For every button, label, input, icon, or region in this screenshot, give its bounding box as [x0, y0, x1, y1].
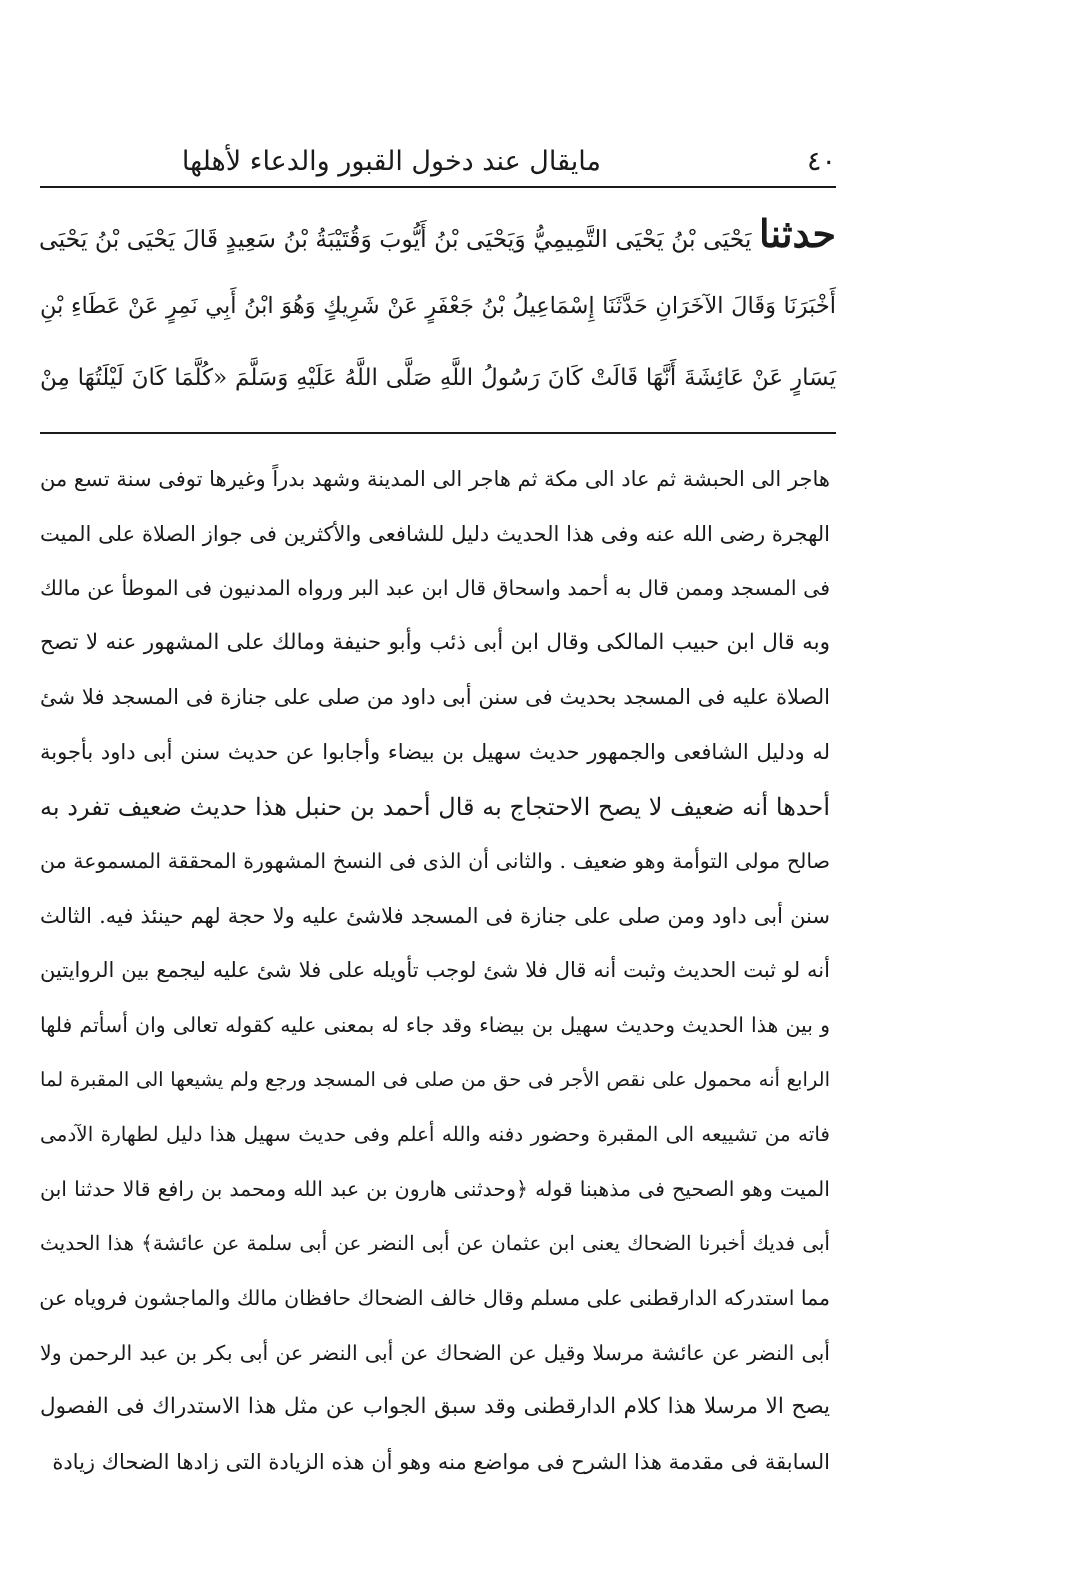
page-number: ٤٠ — [806, 146, 836, 177]
commentary-line: وبه قال ابن حبيب المالكى وقال ابن أبى ذئب وأبو حنيفة ومالك على المشهور عنه لا تصح — [40, 629, 830, 655]
commentary-line: أنه لو ثبت الحديث وثبت أنه قال فلا شئ لوجب تأويله على فلا شئ عليه ليجمع بين الروايتين — [40, 958, 830, 983]
commentary-line: الرابع أنه محمول على نقص الأجر فى حق من صلى فى المسجد ورجع ولم يشيعها الى المقبرة لما — [40, 1067, 830, 1091]
hadith-line-text: يَحْيَى بْنُ يَحْيَى التَّمِيمِيُّ وَيَحْيَى بْنُ أَيُّوبَ وَقُتَيْبَةُ بْنُ سَعِيدٍ قَالَ يَحْيَى بْنُ يَحْيَى — [38, 225, 752, 253]
hadith-line: يَسَارٍ عَنْ عَائِشَةَ أَنَّهَا قَالَتْ كَانَ رَسُولُ اللَّهِ صَلَّى اللَّهُ عَلَيْهِ وَسَلَّمَ «كُلَّمَا كَانَ لَيْلَتُهَا مِنْ — [40, 365, 836, 391]
commentary-line: أحدها أنه ضعيف لا يصح الاحتجاج به قال أحمد بن حنبل هذا حديث ضعيف تفرد به — [40, 792, 830, 821]
commentary-line: مما استدركه الدارقطنى على مسلم وقال خالف الضحاك حافظان مالك والماجشون فروياه عن — [39, 1285, 830, 1310]
commentary-line: الهجرة رضى الله عنه وفى هذا الحديث دليل للشافعى والأكثرين فى جواز الصلاة على الميت — [40, 521, 830, 546]
hadith-line — [40, 198, 836, 270]
header-divider — [40, 186, 836, 188]
running-head — [40, 142, 836, 182]
commentary-text — [40, 452, 830, 1489]
running-title: مايقال عند دخول القبور والدعاء لأهلها — [181, 146, 601, 177]
hadith-lead-word: حدثنا — [758, 211, 836, 256]
commentary-line: هاجر الى الحبشة ثم عاد الى مكة ثم هاجر الى المدينة وشهد بدراً وغيرها توفى سنة تسع من — [40, 467, 830, 491]
commentary-line: له ودليل الشافعى والجمهور حديث سهيل بن بيضاء وأجابوا عن حديث سنن أبى داود بأجوبة — [40, 739, 830, 764]
commentary-line: السابقة فى مقدمة هذا الشرح فى مواضع منه وهو أن هذه الزيادة التى زادها الضحاك زيادة — [52, 1449, 830, 1474]
commentary-line: أبى النضر عن عائشة مرسلا وقيل عن الضحاك عن أبى النضر عن أبى بكر بن عبد الرحمن ولا — [40, 1340, 830, 1365]
commentary-line: الصلاة عليه فى المسجد بحديث فى سنن أبى داود من صلى على جنازة فى المسجد فلا شئ — [40, 685, 830, 710]
commentary-line: الميت وهو الصحيح فى مذهبنا قوله ﴿وحدثنى هارون بن عبد الله ومحمد بن رافع قالا حدثنا ابن — [40, 1176, 830, 1201]
section-divider — [40, 432, 836, 434]
commentary-line: صالح مولى التوأمة وهو ضعيف . والثانى أن الذى فى النسخ المشهورة المحققة المسموعة من — [40, 849, 830, 874]
commentary-line: فاته من تشييعه الى المقبرة وحضور دفنه والله أعلم وفى حديث سهيل هذا دليل لطهارة الآدمى — [40, 1122, 830, 1147]
commentary-line: و بين هذا الحديث وحديث سهيل بن بيضاء وقد جاء له بمعنى عليه كقوله تعالى وان أسأتم فلها — [40, 1012, 830, 1037]
commentary-line: يصح الا مرسلا هذا كلام الدارقطنى وقد سبق الجواب عن مثل هذا الاستدراك فى الفصول — [40, 1394, 830, 1420]
commentary-line: أبى فديك أخبرنا الضحاك يعنى ابن عثمان عن أبى النضر عن أبى سلمة عن عائشة﴾ هذا الحديث — [40, 1231, 830, 1256]
commentary-line: فى المسجد وممن قال به أحمد واسحاق قال ابن عبد البر ورواه المدنيون فى الموطأ عن مالك — [40, 576, 830, 601]
hadith-text — [40, 198, 836, 414]
commentary-line: سنن أبى داود ومن صلى على جنازة فى المسجد فلاشئ عليه ولا حجة لهم حينئذ فيه. الثالث — [40, 903, 830, 928]
hadith-line: أَخْبَرَنَا وَقَالَ الآخَرَانِ حَدَّثَنَا إِسْمَاعِيلُ بْنُ جَعْفَرٍ عَنْ شَرِيكٍ وَهُوَ ابْنُ أَبِي نَمِرٍ عَنْ عَطَاءِ بْنِ — [40, 293, 836, 319]
